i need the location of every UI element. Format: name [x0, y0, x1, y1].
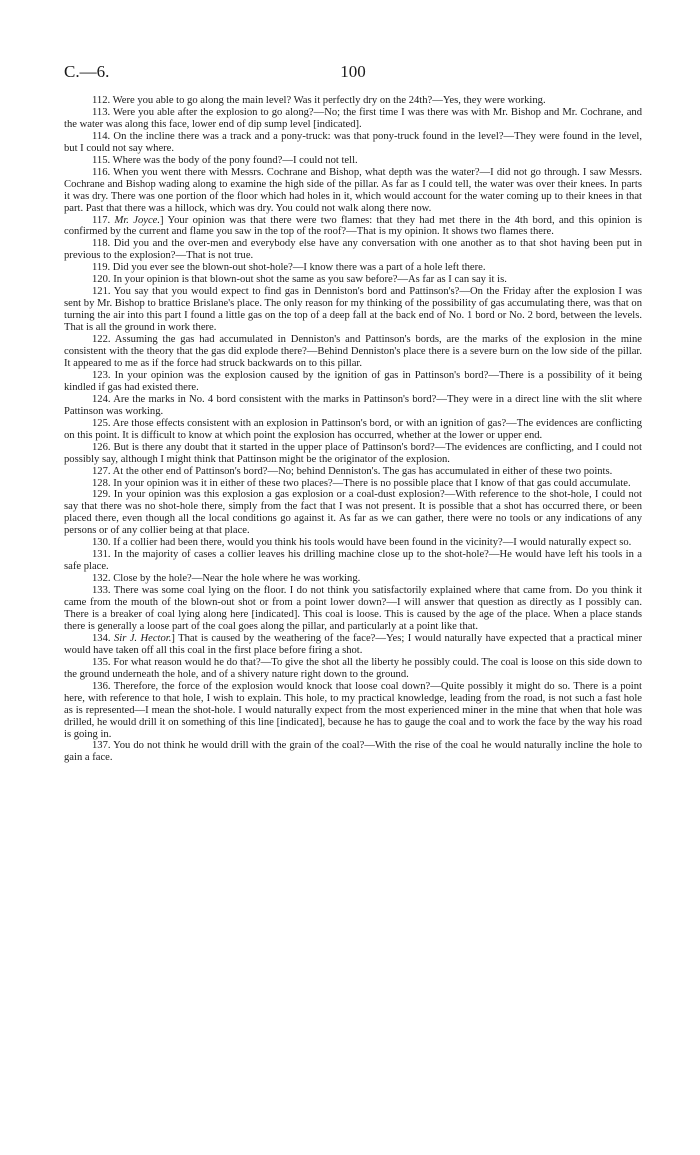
paragraph: 132. Close by the hole?—Near the hole where he was working.	[92, 573, 361, 585]
paragraph: 118. Did you and the over-men and everybody else have any conversation with one another as to that shot having been put in previous to the explosion?—That is not true.	[64, 238, 642, 262]
paragraph: 129. In your opinion was this explosion a gas explosion or a coal-dust explosion?—With reference to the shot-hole, I could not say that there was no shot-hole there, simply from the fact that I was not present. It is possible that a shot has occurred there, or been placed there, even though all the local conditions go against it. As far as we can gather, there were no tools or any indications of any persons or of any collier being at that place.	[64, 489, 642, 537]
speaker-name: Sir J. Hector.	[113, 632, 172, 644]
paragraph: 121. You say that you would expect to find gas in Denniston's bord and Pattinson's?—On the Friday after the explosion I was sent by Mr. Bishop to brattice Brislane's place. The only reason for my thinking of the possibility of gas accumulating there, was that on turning the air into this part I found a little gas on the top of a deep fall at the back end of No. 1 bord or No. 2 bord, between the levels. That is all the ground in work there.	[64, 286, 642, 334]
paragraph: 119. Did you ever see the blown-out shot-hole?—I know there was a part of a hole left there.	[92, 262, 486, 274]
page-header	[64, 62, 642, 82]
page-number: 100	[340, 62, 366, 81]
paragraph: 123. In your opinion was the explosion caused by the ignition of gas in Pattinson's bord?—There is a possibility of it being kindled if gas had existed there.	[64, 369, 642, 393]
paragraph: 114. On the incline there was a track and a pony-truck: was that pony-truck found in the level?—They were found in the level, but I could not say where.	[64, 130, 642, 154]
paragraph: 124. Are the marks in No. 4 bord consistent with the marks in Pattinson's bord?—They were in a direct line with the slit where Pattinson was working.	[64, 393, 642, 417]
paragraph: 126. But is there any doubt that it started in the upper place of Pattinson's bord?—The evidences are conflicting, and I could not possibly say, although I might think that Pattinson might be the originator of the explosion.	[64, 441, 642, 465]
paragraph: 125. Are those effects consistent with an explosion in Pattinson's bord, or with an ignition of gas?—The evidences are conflicting on this point. It is difficult to know at which point the explosion has occurred, whether at the lower or upper end.	[64, 417, 642, 441]
paragraph: 116. When you went there with Messrs. Cochrane and Bishop, what depth was the water?—I did not go through. I saw Messrs. Cochrane and Bishop wading along to examine the high side of the pillar. As far as I could tell, the water was over their knees. In parts it was dry. There was one portion of the floor which had holes in it, which would account for the water coming up to their knees in that part. Past that there was a hillock, which was dry. You could not walk along there now.	[64, 166, 642, 214]
question-number: 134.	[92, 632, 111, 644]
paragraph: 112. Were you able to go along the main level? Was it perfectly dry on the 24th?—Yes, they were working.	[92, 95, 546, 106]
paragraph: 122. Assuming the gas had accumulated in Denniston's and Pattinson's bords, are the marks of the explosion in the mine consistent with the theory that the gas did explode there?—Behind Denniston's place there is a severe burn on the low side of the pillar. It appeared to me as if the force had struck backwards on to this pillar.	[64, 334, 642, 369]
speaker-name: Mr. Joyce.	[114, 214, 161, 226]
paragraph: 135. For what reason would he do that?—To give the shot all the liberty he possibly could. The coal is loose on this side down to the ground underneath the hole, and of a shivery nature right down to the ground.	[64, 656, 642, 680]
paragraph-text: ] That is caused by the weathering of the face?—Yes; I would naturally have expected that a practical miner would have taken off all this coal in the first place before firing a shot.	[64, 632, 642, 656]
paragraph: 133. There was some coal lying on the floor. I do not think you satisfactorily explained where that came from. Do you think it came from the mouth of the blown-out shot or from a point lower down?—I will answer that question as directly as I possibly can. There is a breaker of coal lying along here [indicated]. This coal is loose. This is caused by the age of the place. When a place stands there is generally a loose part of the coal goes along the pillar, and particularly at a point like that.	[64, 585, 642, 632]
paragraph: 128. In your opinion was it in either of these two places?—There is no possible place that I know of that gas could accumulate.	[92, 477, 631, 489]
paragraph: 137. You do not think he would drill with the grain of the coal?—With the rise of the coal he would naturally incline the hole to gain a face.	[64, 740, 642, 764]
paragraph: 136. Therefore, the force of the explosion would knock that loose coal down?—Quite possibly it might do so. There is a point here, with reference to that hole, I wish to explain. This hole, to my practical knowledge, leading from the road, is not such a fast hole as is represented—I mean the shot-hole. I would naturally expect from the most experienced miner in the mine that when that hole was drilled, he would drill it on something of this line [indicated], because he has to gauge the coal and to work the face by the way his road is going in.	[64, 680, 642, 740]
paragraph: 120. In your opinion is that blown-out shot the same as you saw before?—As far as I can say it is.	[92, 274, 507, 286]
paragraph	[64, 633, 642, 657]
paragraph-text: ] Your opinion was that there were two flames: that they had met there in the 4th bord, and this opinion is confirmed by the current and flame you saw in the top of the roof?—That is my opinion. It shows two flames there.	[64, 214, 643, 238]
paragraph: 127. At the other end of Pattinson's bord?—No; behind Denniston's. The gas has accumulated in either of these two points.	[92, 465, 613, 477]
paragraph: 115. Where was the body of the pony found?—I could not tell.	[92, 154, 358, 166]
paragraph: 131. In the majority of cases a collier leaves his drilling machine close up to the shot-hole?—He would have left his tools in a safe place.	[64, 549, 642, 573]
document-body	[64, 95, 642, 764]
document-reference: C.—6.	[64, 62, 110, 81]
paragraph	[64, 215, 642, 239]
question-number: 117.	[92, 214, 111, 226]
paragraph: 130. If a collier had been there, would you think his tools would have been found in the vicinity?—I would naturally expect so.	[92, 537, 632, 549]
paragraph: 113. Were you able after the explosion to go along?—No; the first time I was there was with Mr. Bishop and Mr. Cochrane, and the water was along this face, lower end of dip sump level [indicated].	[64, 106, 642, 130]
